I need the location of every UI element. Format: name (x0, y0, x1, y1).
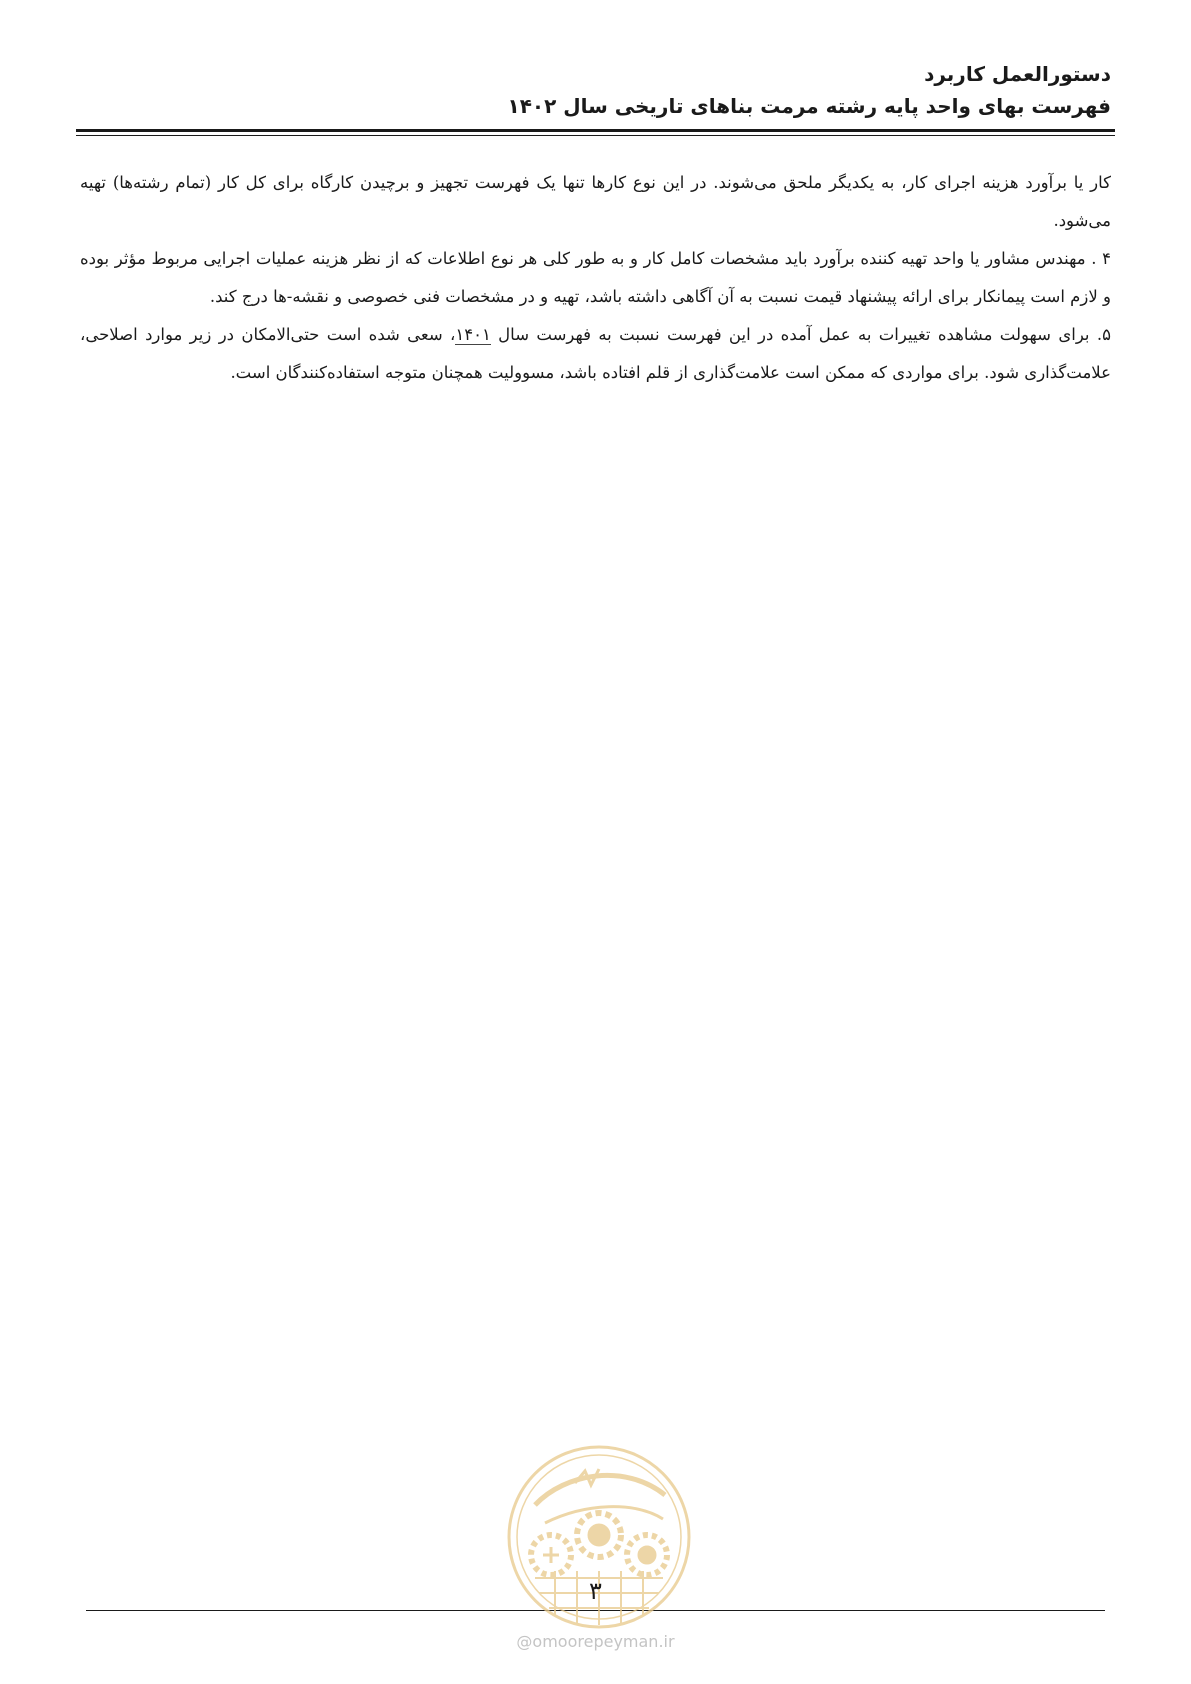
page-number: ۳ (589, 1577, 602, 1605)
header-title: دستورالعمل کاربرد (924, 62, 1111, 86)
paragraph-3-end: ، سعی شده است حتی‌الامکان در زیر موارد اصلاحی، علامت‌گذاری شود. برای مواردی که ممکن است علامت‌گذاری از قلم افتاده باشد، مسوولیت همچنان متوجه استفاده‌کنندگان است. (80, 325, 1111, 382)
paragraph-3-year: ۱۴۰۱ (455, 325, 491, 344)
header-subtitle: فهرست بهای واحد پایه رشته مرمت بناهای تاریخی سال ۱۴۰۲ (507, 94, 1111, 118)
paragraph-3 (80, 316, 1111, 392)
page-header (80, 58, 1111, 122)
watermark-url: @omoorepeyman.ir (516, 1632, 675, 1651)
header-rule-thick (76, 129, 1115, 132)
paragraph-3-start: ۵. برای سهولت مشاهده تغییرات به عمل آمده در این فهرست نسبت به فهرست سال (490, 325, 1111, 344)
paragraph-1: کار یا برآورد هزینه اجرای کار، به یکدیگر ملحق می‌شوند. در این نوع کارها تنها یک فهرست تجهیز و برچیدن کارگاه برای کل کار (تمام رشته‌ها) تهیه می‌شود. (80, 173, 1111, 230)
paragraph-2: ۴ . مهندس مشاور یا واحد تهیه کننده برآورد باید مشخصات کامل کار و به طور کلی هر نوع اطلاعات که از نظر هزینه عملیات اجرایی مربوط مؤثر بوده و لازم است پیمانکار برای ارائه پیشنهاد قیمت نسبت به آن آگاهی داشته باشد، تهیه و در مشخصات فنی خصوصی و نقشه-ها درج کند. (80, 249, 1111, 306)
header-rule-thin (76, 135, 1115, 136)
document-body (80, 164, 1111, 392)
